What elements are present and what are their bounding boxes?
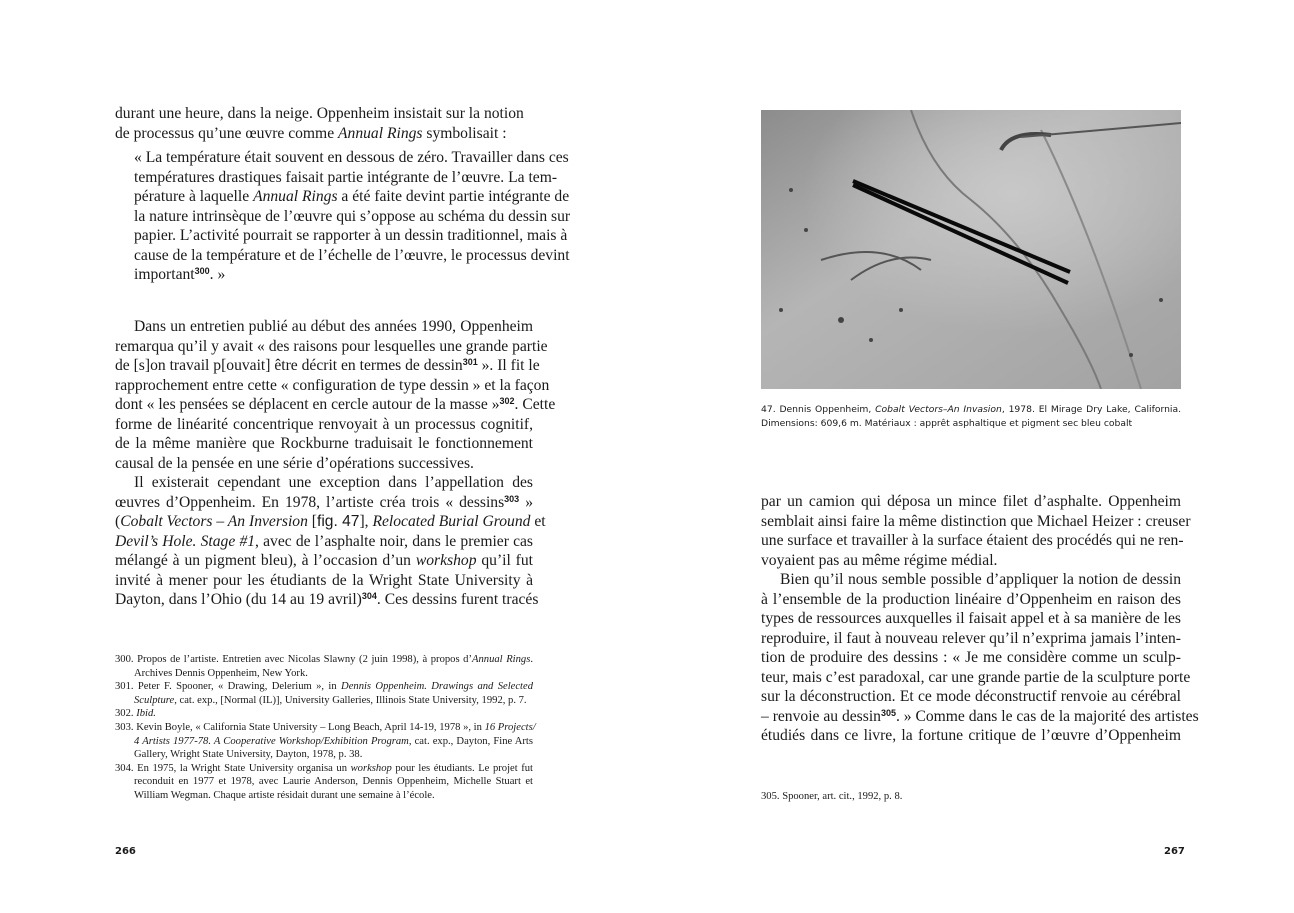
text-run: reproduire, il faut à nouveau relever qu’il n’exprima jamais l’inten- [761,629,1181,647]
text-run: de la même manière que Rockburne traduisait le fonctionnement [115,435,533,452]
italic-text: Annual Rings [253,188,338,205]
footnote-ref: 303 [504,493,520,504]
footnote-305 [761,790,1181,804]
text-run: . Ces dessins furent tracés [376,591,539,608]
text-run: ». Il fit le [477,357,540,374]
text-run: ( [115,513,121,530]
text-line [761,629,1181,649]
block-quote [134,148,571,285]
text-run: semblait ainsi faire la même distinction que Michael Heizer : creuser [761,512,1191,530]
footnote-ref: 304 [361,591,377,601]
text-line [134,207,571,227]
italic-text: Ibid. [136,708,156,720]
text-run: Dans un entretien publié au début des années 1990, Oppenheim [134,318,533,335]
text-line [115,707,533,721]
text-run: symbolisait : [422,124,507,142]
text-run: . » Comme dans le cas de la majorité des artistes [895,707,1199,725]
text-run: mélangé à un pigment bleu), à l’occasion d’un [115,552,416,569]
text-run: ], [359,513,373,530]
text-line [761,707,1199,727]
text-run: [ [307,513,317,530]
text-line [115,694,533,708]
text-line [761,687,1181,707]
text-run: types de ressources auxquelles il faisait appel et à sa manière de les [761,610,1182,627]
figure-photo [761,110,1181,389]
text-line [134,265,533,285]
text-line [115,762,533,776]
text-run: a été faite devint partie intégrante de [337,188,570,205]
italic-text: workshop [350,762,392,774]
text-line [115,680,533,694]
text-line [115,415,533,435]
text-run: , 1978. El Mirage Dry Lake, California. [1001,404,1181,415]
text-line [115,789,533,803]
text-line [115,735,533,749]
text-run: voyaient pas au même régime médial. [761,551,998,569]
italic-text: Sculpture [134,694,175,706]
text-run: dont « les pensées se déplacent en cercle autour de la masse » [115,396,500,413]
text-line [115,434,533,454]
text-run: par un camion qui déposa un mince filet d’asphalte. Oppenheim [761,493,1181,510]
text-line [115,721,536,735]
text-line [115,473,533,493]
text-line [115,653,533,667]
text-run: à l’ensemble de la production linéaire d’Oppenheim en raison des [761,590,1181,608]
text-run: Bien qu’il nous semble possible d’appliquer la notion de dessin [780,571,1181,588]
italic-text: 4 Artists 1977-78. A Cooperative Workshop/Exhibition Program [134,735,409,747]
text-run: œuvres d’Oppenheim. En 1978, l’artiste créa trois « dessins [115,493,505,511]
text-run: rapprochement entre cette « configuration de type dessin » et la façon [115,376,550,394]
text-run: 301. Peter F. Spooner, « Drawing, Delerium », in [115,681,342,693]
text-line [761,551,1181,571]
text-run: pour les étudiants. Le projet fut [391,762,534,774]
text-line [761,403,1181,417]
text-run: , cat. exp., Dayton, Fine Arts [408,735,533,747]
text-run: remarqua qu’il y avait « des raisons pour lesquelles une grande partie [115,337,548,355]
text-run: reconduit en 1977 et 1978, avec Laurie Anderson, Dennis Oppenheim, Michelle Stuart et [134,776,533,788]
footnote-ref: 300 [194,266,210,276]
text-line [115,317,533,337]
text-run: 300. Propos de l’artiste. Entretien avec Nicolas Slawny (2 juin 1998), à propos d’ [115,654,473,665]
text-run: , avec de l’asphalte noir, dans le premier cas [255,532,533,550]
text-run: qu’il fut [476,552,533,569]
text-line [115,571,533,591]
text-run: « La température était souvent en dessous de zéro. Travailler dans ces [134,149,569,166]
text-line [761,512,1191,532]
text-run: sur la déconstruction. Et ce mode déconstructif renvoie au cérébral [761,688,1181,705]
text-run: et [530,513,546,530]
italic-text: Dennis Oppenheim. Drawings and Selected [341,681,533,693]
text-line [761,531,1184,551]
text-run: » [519,493,533,511]
text-run: de processus qu’une œuvre comme [115,124,339,142]
text-run: 304. En 1975, la Wright State University organisa un [115,762,351,774]
text-line [761,726,1181,746]
text-line [115,590,539,610]
italic-text: Annual Rings [338,124,423,142]
text-line [761,648,1181,668]
footnote-ref: 305 [880,707,896,718]
intro-paragraph [115,104,533,143]
text-line [761,570,1181,590]
footnote-ref: 302 [499,396,515,406]
text-line [134,168,558,188]
text-run: William Wegman. Chaque artiste résidait durant une semaine à l’école. [134,789,435,801]
text-line [115,493,533,513]
text-run: Archives Dennis Oppenheim, New York. [134,667,308,679]
text-run: . [530,654,533,665]
text-run: tion de produire des dessins : « Je me considère comme un sculp- [761,649,1181,666]
text-run: cause de la température et de l’échelle de l’œuvre, le processus devint [134,246,570,264]
text-line [115,395,556,415]
italic-text: 16 Projects/ [484,721,536,733]
text-line [115,775,533,789]
italic-text: Cobalt Vectors–An Invasion [875,404,1002,415]
text-line [761,668,1191,688]
text-run: Dimensions: 609,6 m. Matériaux : apprêt asphaltique et pigment sec bleu cobalt [761,418,1133,429]
text-line [115,667,533,681]
text-line [761,417,1181,431]
text-line [115,748,533,762]
text-line [761,590,1181,610]
text-line [134,187,570,207]
text-run: , cat. exp., [Normal (IL)], University Galleries, Illinois State University, 1992, p. 7. [174,694,527,706]
text-run: . » [209,266,226,283]
text-line [115,551,533,571]
text-line [134,246,570,266]
italic-text: Relocated Burial Ground [372,513,531,530]
text-line [115,124,533,144]
text-run: . Cette [514,396,556,413]
italic-text: Cobalt Vectors – An Inversion [120,513,308,530]
text-run: étudiés dans ce livre, la fortune critique de l’œuvre d’Oppenheim [761,727,1181,744]
body-paragraphs-right [761,492,1199,746]
text-line [115,532,533,552]
cobalt-vectors-photo [761,110,1181,389]
text-line [115,337,548,357]
text-line [134,226,568,246]
page-number-right: 267 [1164,846,1185,857]
text-line [115,104,533,124]
text-run: papier. L’activité pourrait se rapporter à un dessin traditionnel, mais à [134,227,568,244]
text-run: durant une heure, dans la neige. Oppenheim insistait sur la notion [115,105,524,122]
footnote-ref: 301 [462,357,478,367]
italic-text: Annual Rings [472,654,531,665]
text-line [115,376,550,396]
text-run: la nature intrinsèque de l’œuvre qui s’oppose au schéma du dessin sur [134,207,571,225]
footnotes-left [115,653,536,803]
text-run: causal de la pensée en une série d’opérations successives. [115,454,474,472]
text-run: Gallery, Wright State University, Dayton, 1978, p. 38. [134,749,363,761]
text-line [761,790,1181,804]
text-run: 302. [115,708,137,720]
text-run: températures drastiques faisait partie intégrante de l’œuvre. La tem- [134,168,558,186]
text-run: pérature à laquelle [134,188,254,205]
text-line [115,512,546,532]
text-run: de [s]on travail p[ouvait] être décrit en termes de dessin [115,357,463,374]
text-line [761,609,1181,629]
text-run: Dayton, dans l’Ohio (du 14 au 19 avril) [115,591,362,608]
text-run: Il existerait cependant une exception dans l’appellation des [134,474,533,491]
text-run: 305. Spooner, art. cit., 1992, p. 8. [761,791,903,802]
body-paragraphs-left [115,317,556,610]
text-line [115,454,533,474]
text-line [115,356,540,376]
italic-text: workshop [415,552,477,569]
text-run: forme de linéarité concentrique renvoyait à un processus cognitif, [115,415,533,433]
text-run: une surface et travailler à la surface étaient des procédés qui ne ren- [761,532,1184,549]
text-run: – renvoie au dessin [761,707,881,725]
text-run: 303. Kevin Boyle, « California State University – Long Beach, April 14-19, 1978 », in [115,721,485,733]
page-number-left: 266 [115,846,136,857]
italic-text: Devil’s Hole. Stage #1 [115,532,256,550]
text-run: invité à mener pour les étudiants de la Wright State University à [115,571,533,589]
text-run: teur, mais c’est paradoxal, car une grande partie de la sculpture porte [761,668,1191,686]
figure-ref: fig. 47 [317,513,360,530]
text-line [761,492,1181,512]
figure-caption [761,403,1181,431]
text-run: important [134,266,195,283]
text-line [134,148,569,168]
text-run: 47. Dennis Oppenheim, [761,404,876,415]
